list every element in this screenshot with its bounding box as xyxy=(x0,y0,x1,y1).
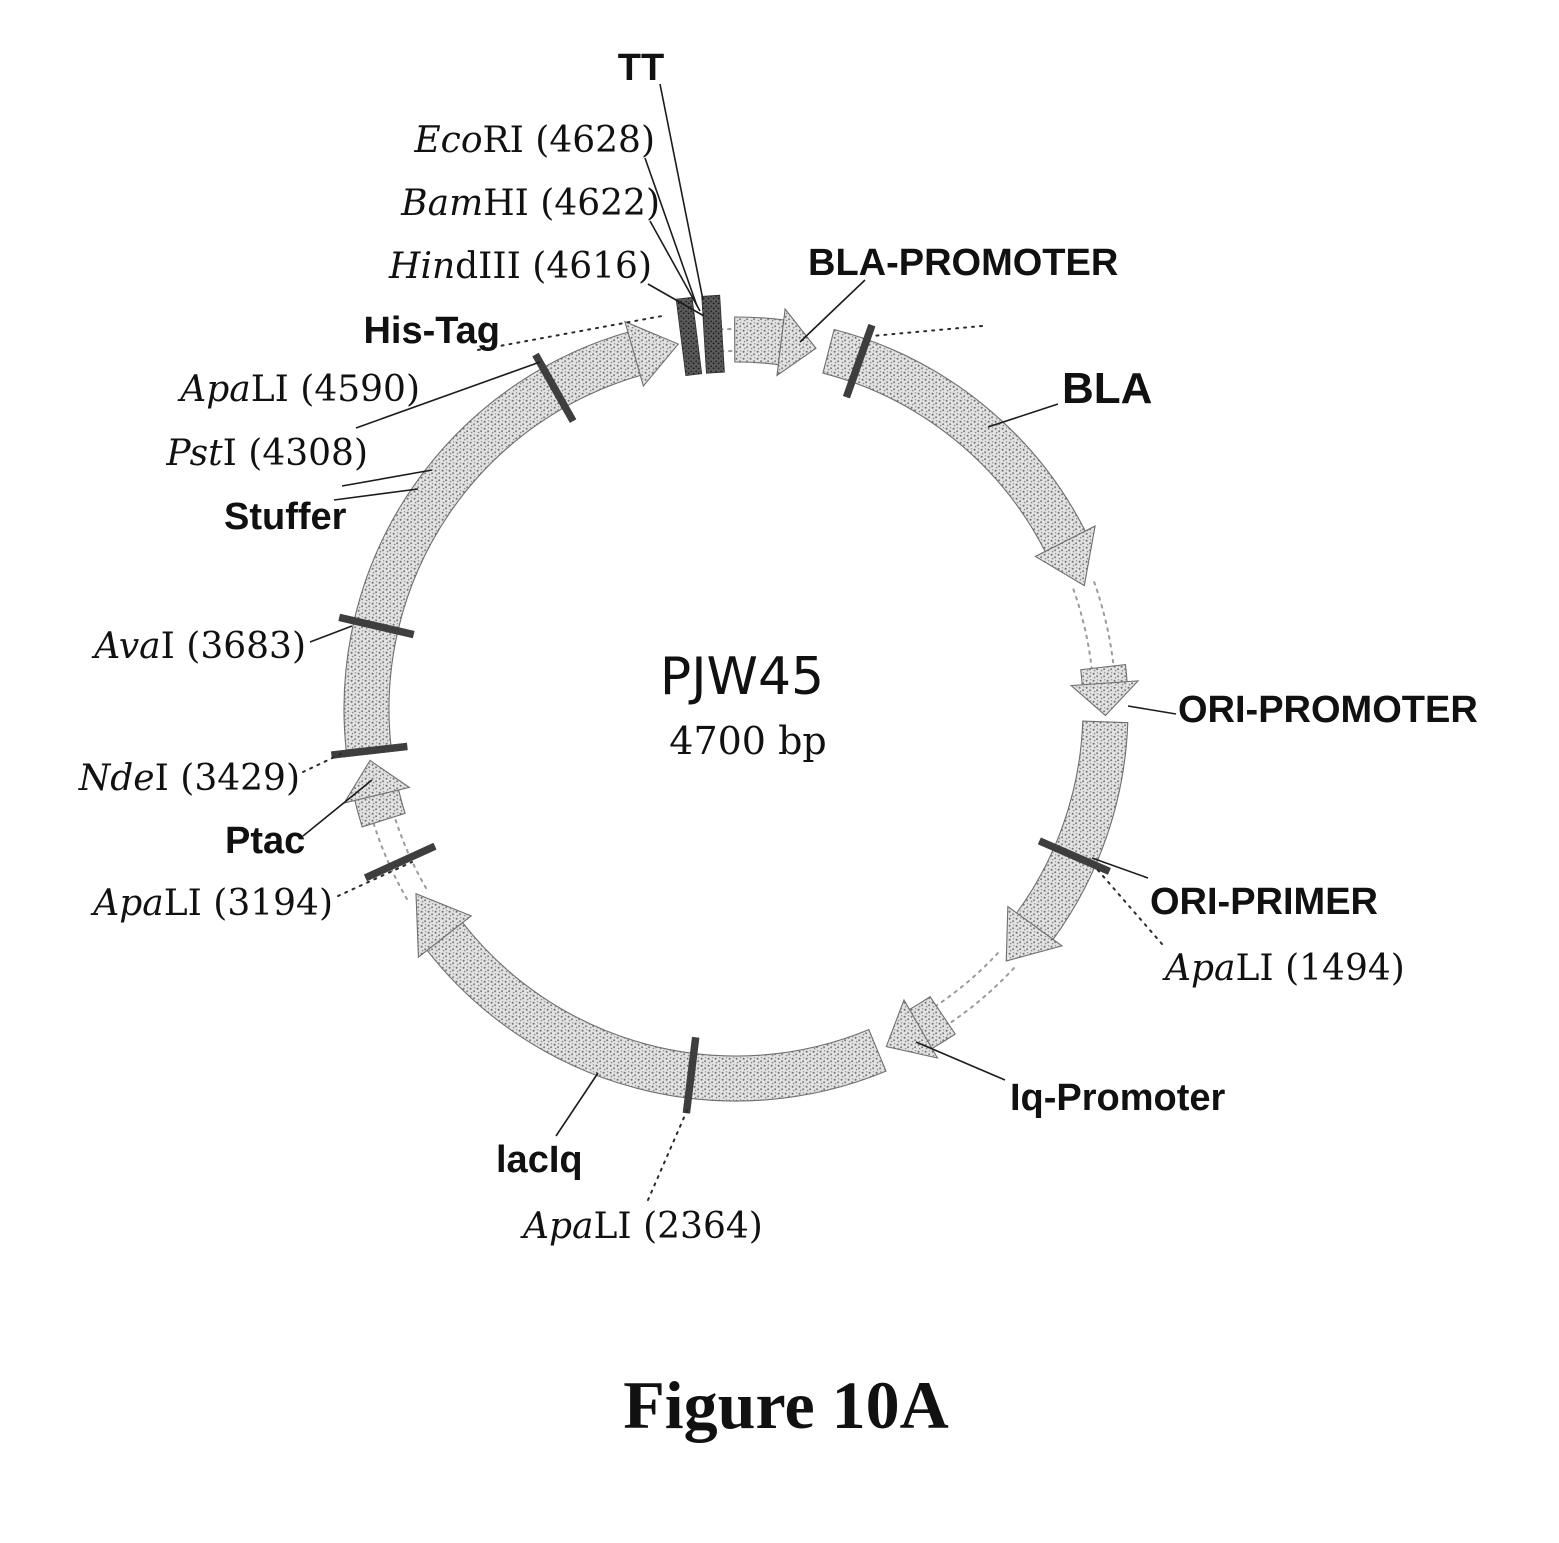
tt-label: TT xyxy=(617,47,665,89)
figure-caption: Figure 10A xyxy=(623,1367,949,1443)
tt-leader xyxy=(660,84,703,300)
laciq-leader xyxy=(556,1073,598,1136)
feature-laciq xyxy=(416,894,886,1101)
laciq-label: lacIq xyxy=(496,1139,583,1181)
avai-label: AvaI (3683) xyxy=(94,626,306,667)
apali4590-label: ApaLI (4590) xyxy=(180,369,420,410)
hindiii-label: HindIII (4616) xyxy=(389,246,652,287)
ndei-leader xyxy=(303,752,345,772)
plasmid-name: PJW45 xyxy=(659,647,825,707)
bla-leader xyxy=(988,404,1058,427)
ptac-label: Ptac xyxy=(225,820,306,862)
iq-promoter-label: Iq-Promoter xyxy=(1010,1077,1226,1119)
tt-bar-1 xyxy=(676,297,702,375)
apali248-leader xyxy=(872,326,982,336)
apali3194-label: ApaLI (3194) xyxy=(93,883,333,924)
feature-bla-promoter xyxy=(735,309,816,376)
feature-ptac xyxy=(344,760,409,826)
apali2364-label: ApaLI (2364) xyxy=(523,1206,763,1247)
bamhi-label: BamHI (4622) xyxy=(401,183,660,224)
ori-primer-label: ORI-PRIMER xyxy=(1150,881,1378,923)
ori-promoter-label: ORI-PROMOTER xyxy=(1178,689,1478,731)
plasmid-size: 4700 bp xyxy=(669,719,827,763)
ori-promoter-leader xyxy=(1128,706,1176,714)
feature-ori xyxy=(1006,721,1128,961)
tt-bar-2 xyxy=(702,295,725,373)
feature-bla xyxy=(823,329,1095,585)
bla-promoter-label: BLA-PROMOTER xyxy=(808,242,1119,284)
stuffer-label: Stuffer xyxy=(224,496,347,538)
ndei-label: NdeI (3429) xyxy=(78,758,300,799)
iq-promoter-leader xyxy=(916,1042,1005,1080)
bla-promoter-leader xyxy=(800,280,865,342)
feature-ori-promoter xyxy=(1071,665,1138,716)
apali2364-leader xyxy=(648,1106,689,1200)
apali1494-label: ApaLI (1494) xyxy=(1165,948,1405,989)
bamhi-leader xyxy=(650,221,700,311)
tt-terminator-bars xyxy=(676,295,724,375)
psti-label: PstI (4308) xyxy=(166,433,368,474)
apali3194-leader xyxy=(338,862,412,896)
ecori-label: EcoRI (4628) xyxy=(414,120,655,161)
feature-iq-promoter xyxy=(886,997,955,1058)
bla-label: BLA xyxy=(1062,364,1153,413)
tick-apali-3194 xyxy=(364,843,436,881)
avai-leader xyxy=(310,626,352,642)
histag-label: His-Tag xyxy=(363,310,500,352)
